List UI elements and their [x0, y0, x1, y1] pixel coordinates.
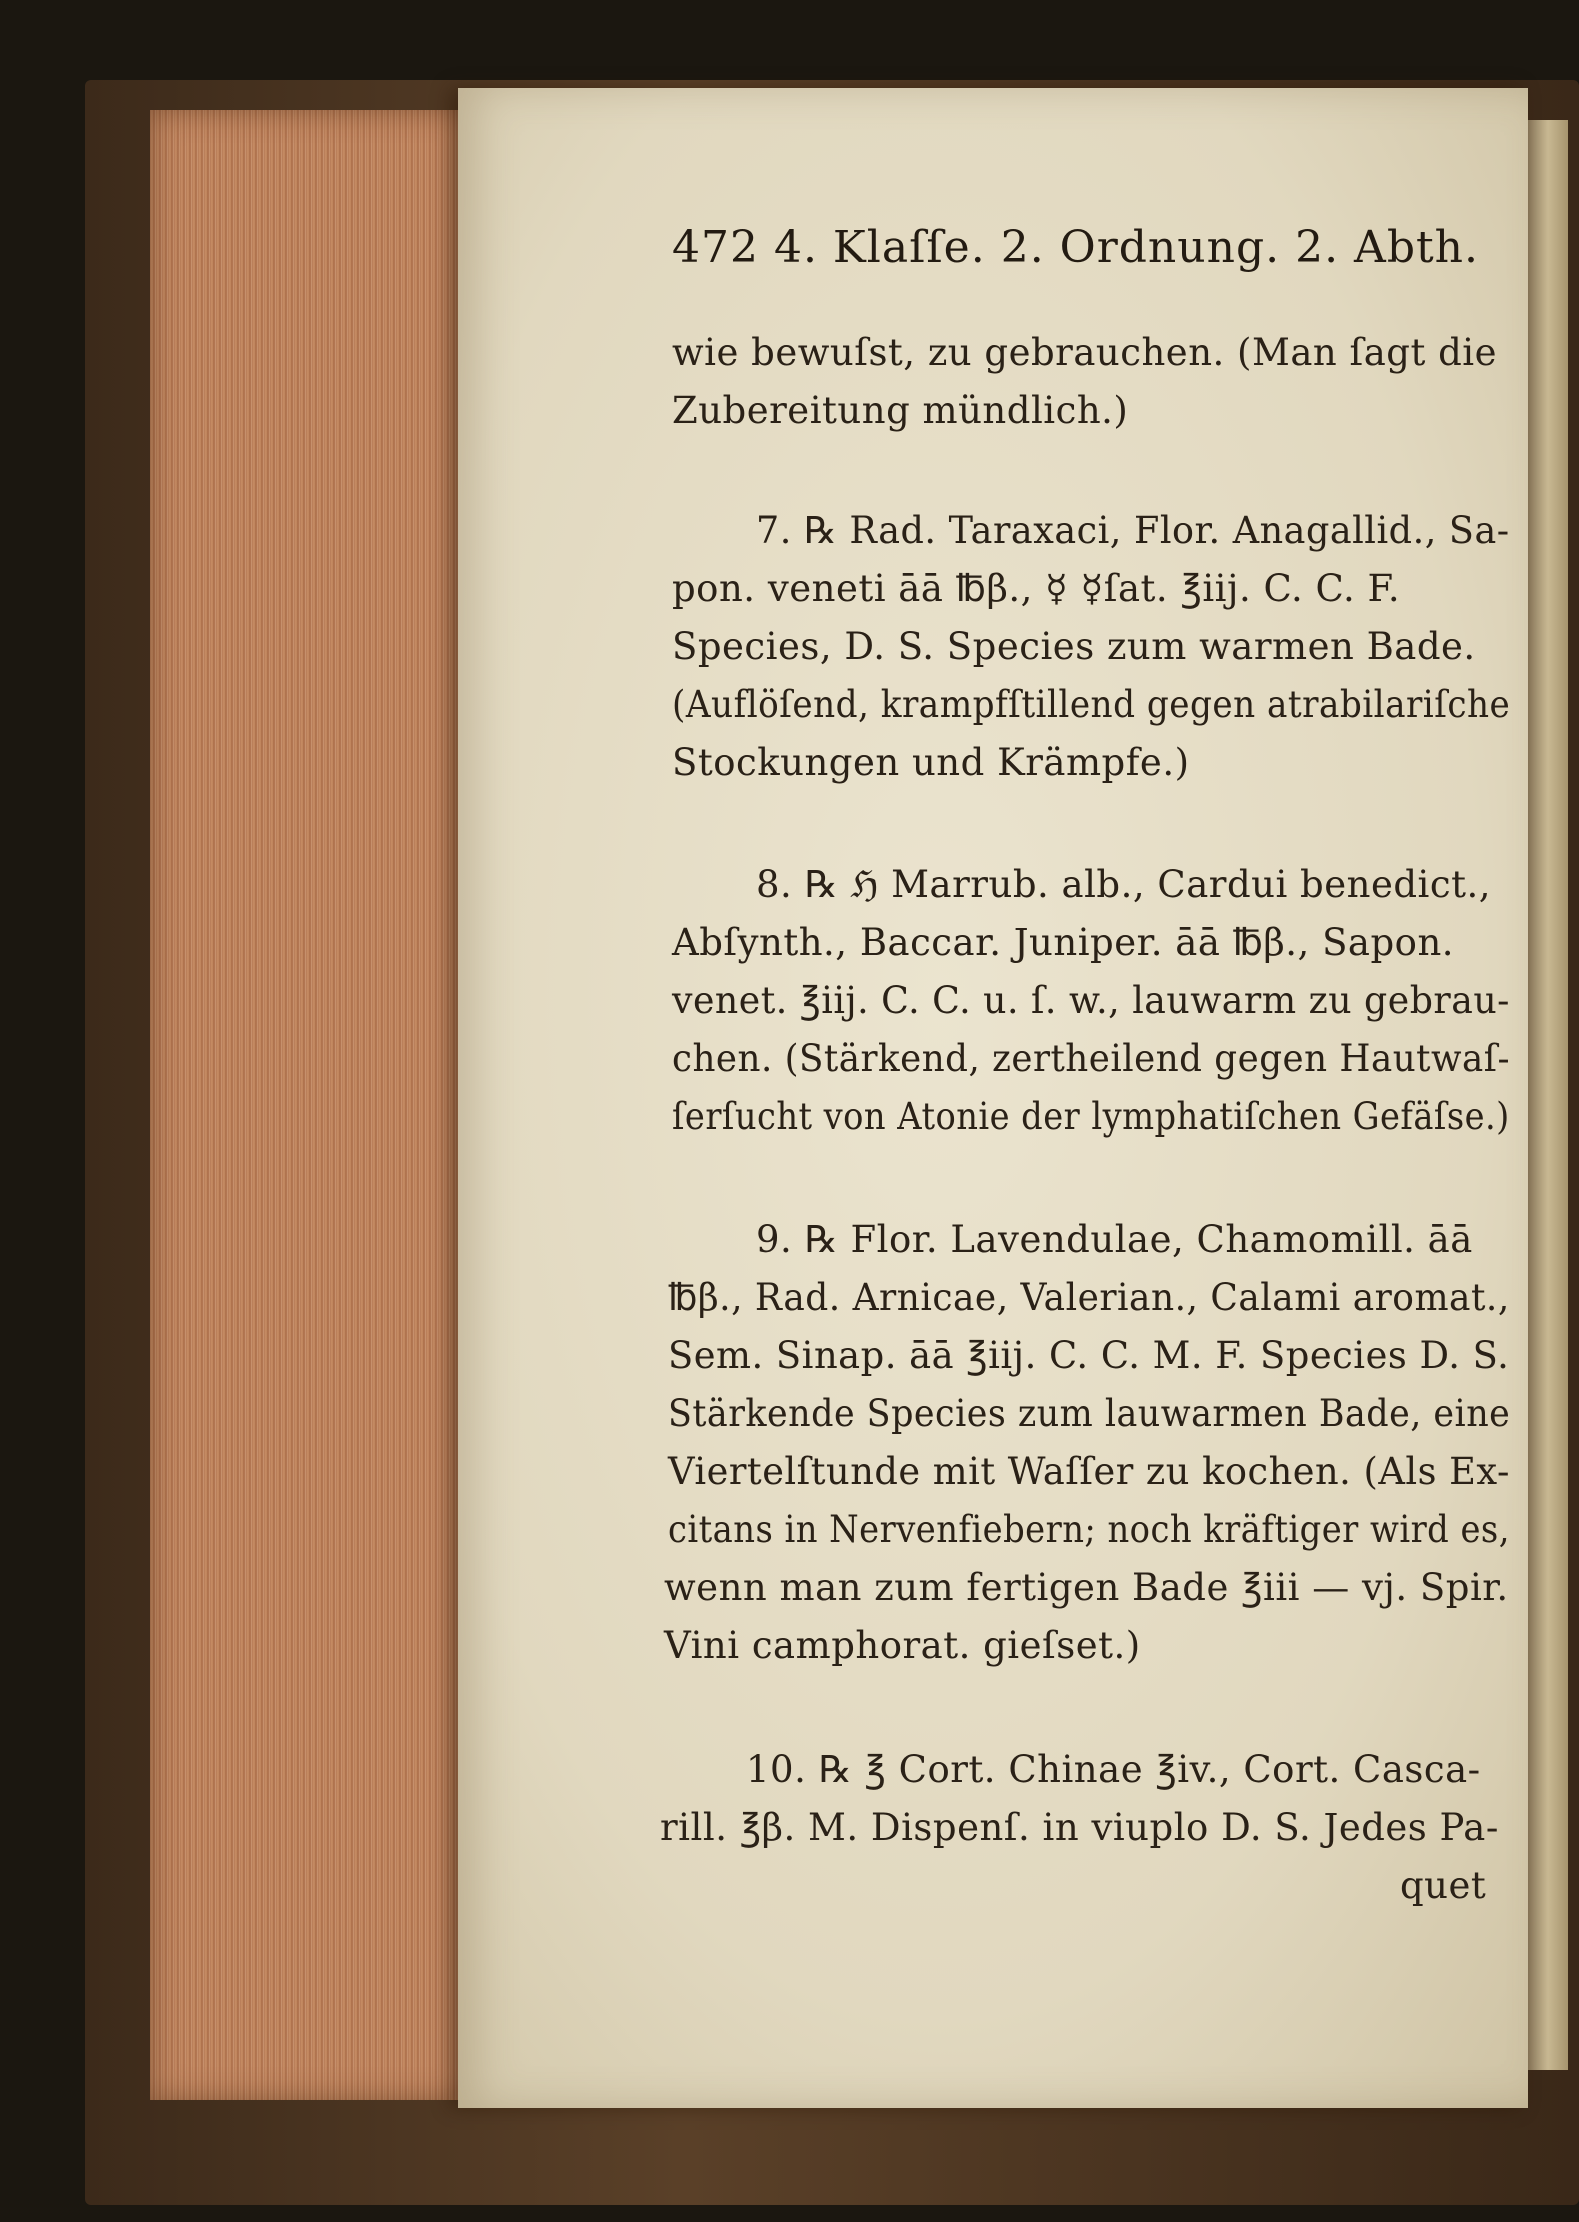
text-line: 8. ℞ ℌ Marrub. alb., Cardui benedict.,: [756, 863, 1491, 906]
text-line: Sem. Sinap. āā ℥iij. C. C. M. F. Species D. S.: [668, 1334, 1510, 1377]
text-line: (Auflöſend, krampfſtillend gegen atrabilariſche: [672, 683, 1511, 726]
text-line: wie bewuſst, zu gebrauchen. (Man ſagt die: [672, 331, 1497, 374]
text-line: Species, D. S. Species zum warmen Bade.: [672, 625, 1476, 668]
text-line: Zubereitung mündlich.): [672, 389, 1129, 432]
page-edges: [150, 110, 470, 2100]
catchword: quet: [1400, 1864, 1487, 1907]
text-line: 7. ℞ Rad. Taraxaci, Flor. Anagallid., Sa-: [756, 509, 1510, 552]
text-line: Viertelſtunde mit Waſſer zu kochen. (Als Ex-: [668, 1450, 1510, 1493]
text-line: venet. ℥iij. C. C. u. ſ. w., lauwarm zu gebrau-: [672, 979, 1510, 1022]
text-line: Stärkende Species zum lauwarmen Bade, eine: [668, 1392, 1511, 1435]
text-line: Vini camphorat. gieſset.): [664, 1624, 1141, 1667]
text-line: ſerſucht von Atonie der lymphatiſchen Gefäſse.): [672, 1095, 1510, 1138]
text-line: wenn man zum fertigen Bade ℥iii — vj. Spir.: [664, 1566, 1509, 1609]
text-line: ℔β., Rad. Arnicae, Valerian., Calami aromat.,: [668, 1276, 1510, 1319]
text-line: citans in Nervenfiebern; noch kräftiger wird es,: [668, 1508, 1510, 1551]
text-line: rill. ℥β. M. Dispenſ. in viuplo D. S. Jedes Pa-: [660, 1806, 1499, 1849]
next-page-edge: [1528, 120, 1568, 2070]
text-line: pon. veneti āā ℔β., ☿ ☿ſat. ℥iij. C. C. F.: [672, 567, 1401, 610]
text-line: chen. (Stärkend, zertheilend gegen Hautwaſ-: [672, 1037, 1510, 1080]
running-header: 472 4. Klaſſe. 2. Ordnung. 2. Abth.: [672, 222, 1479, 273]
text-line: 9. ℞ Flor. Lavendulae, Chamomill. āā: [756, 1218, 1473, 1261]
text-line: 10. ℞ ℥ Cort. Chinae ℥iv., Cort. Casca-: [746, 1748, 1481, 1791]
text-line: Abſynth., Baccar. Juniper. āā ℔β., Sapon.: [672, 921, 1455, 964]
text-line: Stockungen und Krämpfe.): [672, 741, 1190, 784]
